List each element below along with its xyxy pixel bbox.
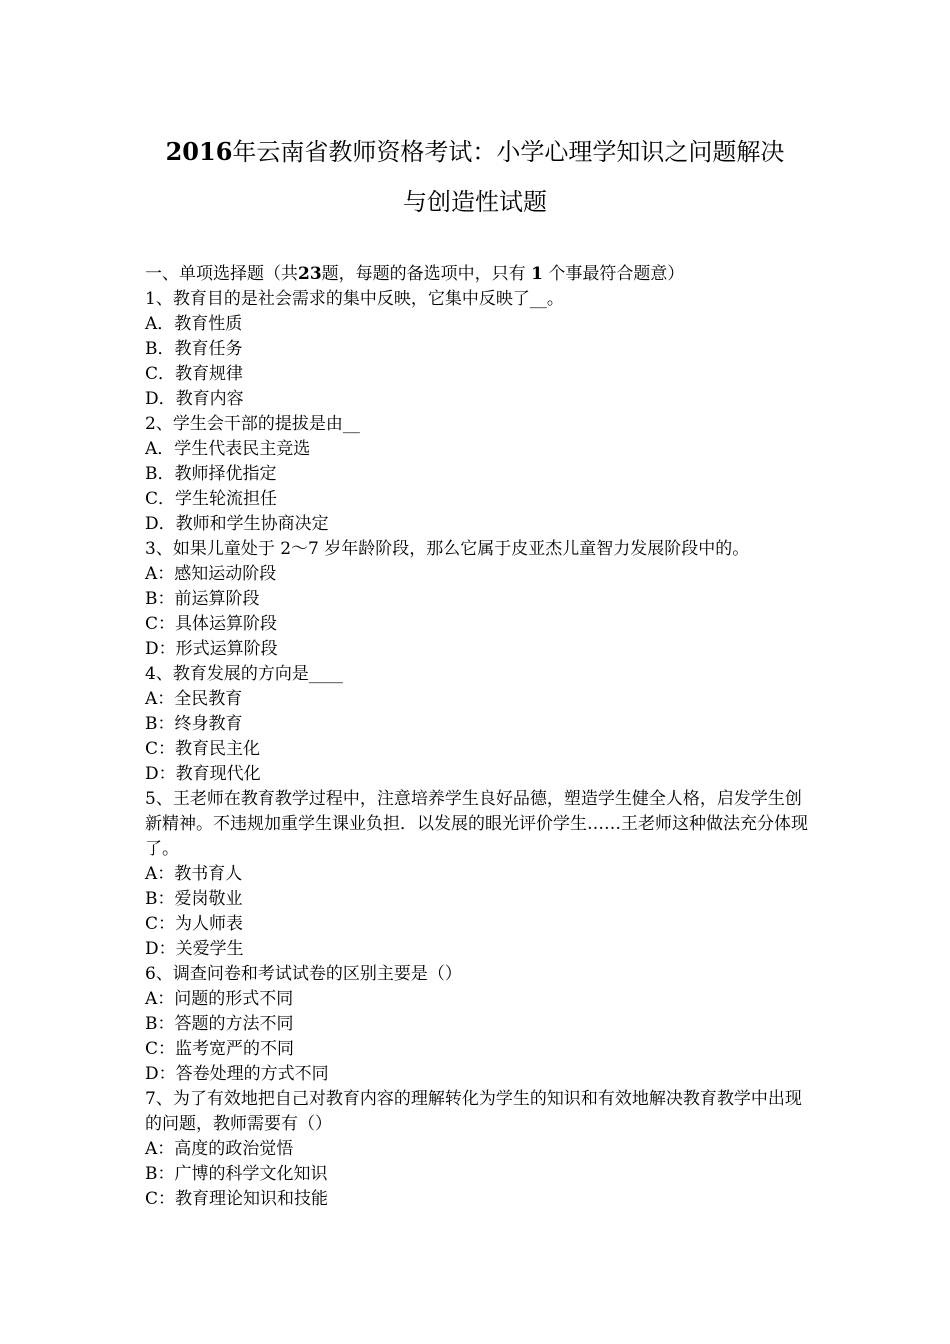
question-stem: 5、王老师在教育教学过程中，注意培养学生良好品德，塑造学生健全人格，启发学生创新精神。不违规加重学生课业负担．以发展的眼光评价学生……王老师这种做法充分体现了。 xyxy=(145,789,808,859)
question-stem: 7、为了有效地把自己对教育内容的理解转化为学生的知识和有效地解决教育教学中出现的问题，教师需要有（） xyxy=(145,1089,802,1134)
question-option: A：感知运动阶段 xyxy=(145,564,277,584)
question-option: D．教育内容 xyxy=(145,389,244,409)
question-stem: 2、学生会干部的提拔是由__ xyxy=(145,414,360,434)
question-option: C：教育理论知识和技能 xyxy=(145,1189,329,1209)
question-option: B：前运算阶段 xyxy=(145,589,260,609)
question-option: B：终身教育 xyxy=(145,714,243,734)
question-option: C．学生轮流担任 xyxy=(145,489,278,509)
question-option: A：教书育人 xyxy=(145,864,243,884)
question-option: C：监考宽严的不同 xyxy=(145,1039,295,1059)
question-option: B．教育任务 xyxy=(145,339,243,359)
question-stem: 1、教育目的是社会需求的集中反映，它集中反映了__。 xyxy=(145,289,564,309)
document-body xyxy=(145,262,815,1212)
question-option: D：形式运算阶段 xyxy=(145,639,278,659)
title-year: 2016 xyxy=(165,137,233,166)
question-option: B：答题的方法不同 xyxy=(145,1014,294,1034)
question-option: C．教育规律 xyxy=(145,364,244,384)
title-text: 年云南省教师资格考试：小学心理学知识之问题解决 xyxy=(232,138,785,166)
question-option: B：广博的科学文化知识 xyxy=(145,1164,328,1184)
document-title-line-1 xyxy=(0,137,950,167)
question-option: A：高度的政治觉悟 xyxy=(145,1139,294,1159)
question-option: C：教育民主化 xyxy=(145,739,261,759)
question-option: B．教师择优指定 xyxy=(145,464,277,484)
question-option: B：爱岗敬业 xyxy=(145,889,243,909)
question-stem: 4、教育发展的方向是____ xyxy=(145,664,343,684)
question-stem: 6、调查问卷和考试试卷的区别主要是（） xyxy=(145,964,462,984)
question-option: D：答卷处理的方式不同 xyxy=(145,1064,329,1084)
question-option: A：全民教育 xyxy=(145,689,243,709)
question-option: C：具体运算阶段 xyxy=(145,614,278,634)
question-option: A．学生代表民主竞选 xyxy=(145,439,311,459)
question-option: D．教师和学生协商决定 xyxy=(145,514,329,534)
question-option: A．教育性质 xyxy=(145,314,243,334)
question-stem: 3、如果儿童处于 2～7 岁年龄阶段，那么它属于皮亚杰儿童智力发展阶段中的。 xyxy=(145,539,750,559)
question-option: D：教育现代化 xyxy=(145,764,261,784)
question-option: D：关爱学生 xyxy=(145,939,244,959)
document-title-line-2: 与创造性试题 xyxy=(403,188,547,216)
question-option: A：问题的形式不同 xyxy=(145,989,294,1009)
question-option: C：为人师表 xyxy=(145,914,244,934)
section-heading: 一、单项选择题（共23题，每题的备选项中，只有 1 个事最符合题意） xyxy=(145,264,685,284)
